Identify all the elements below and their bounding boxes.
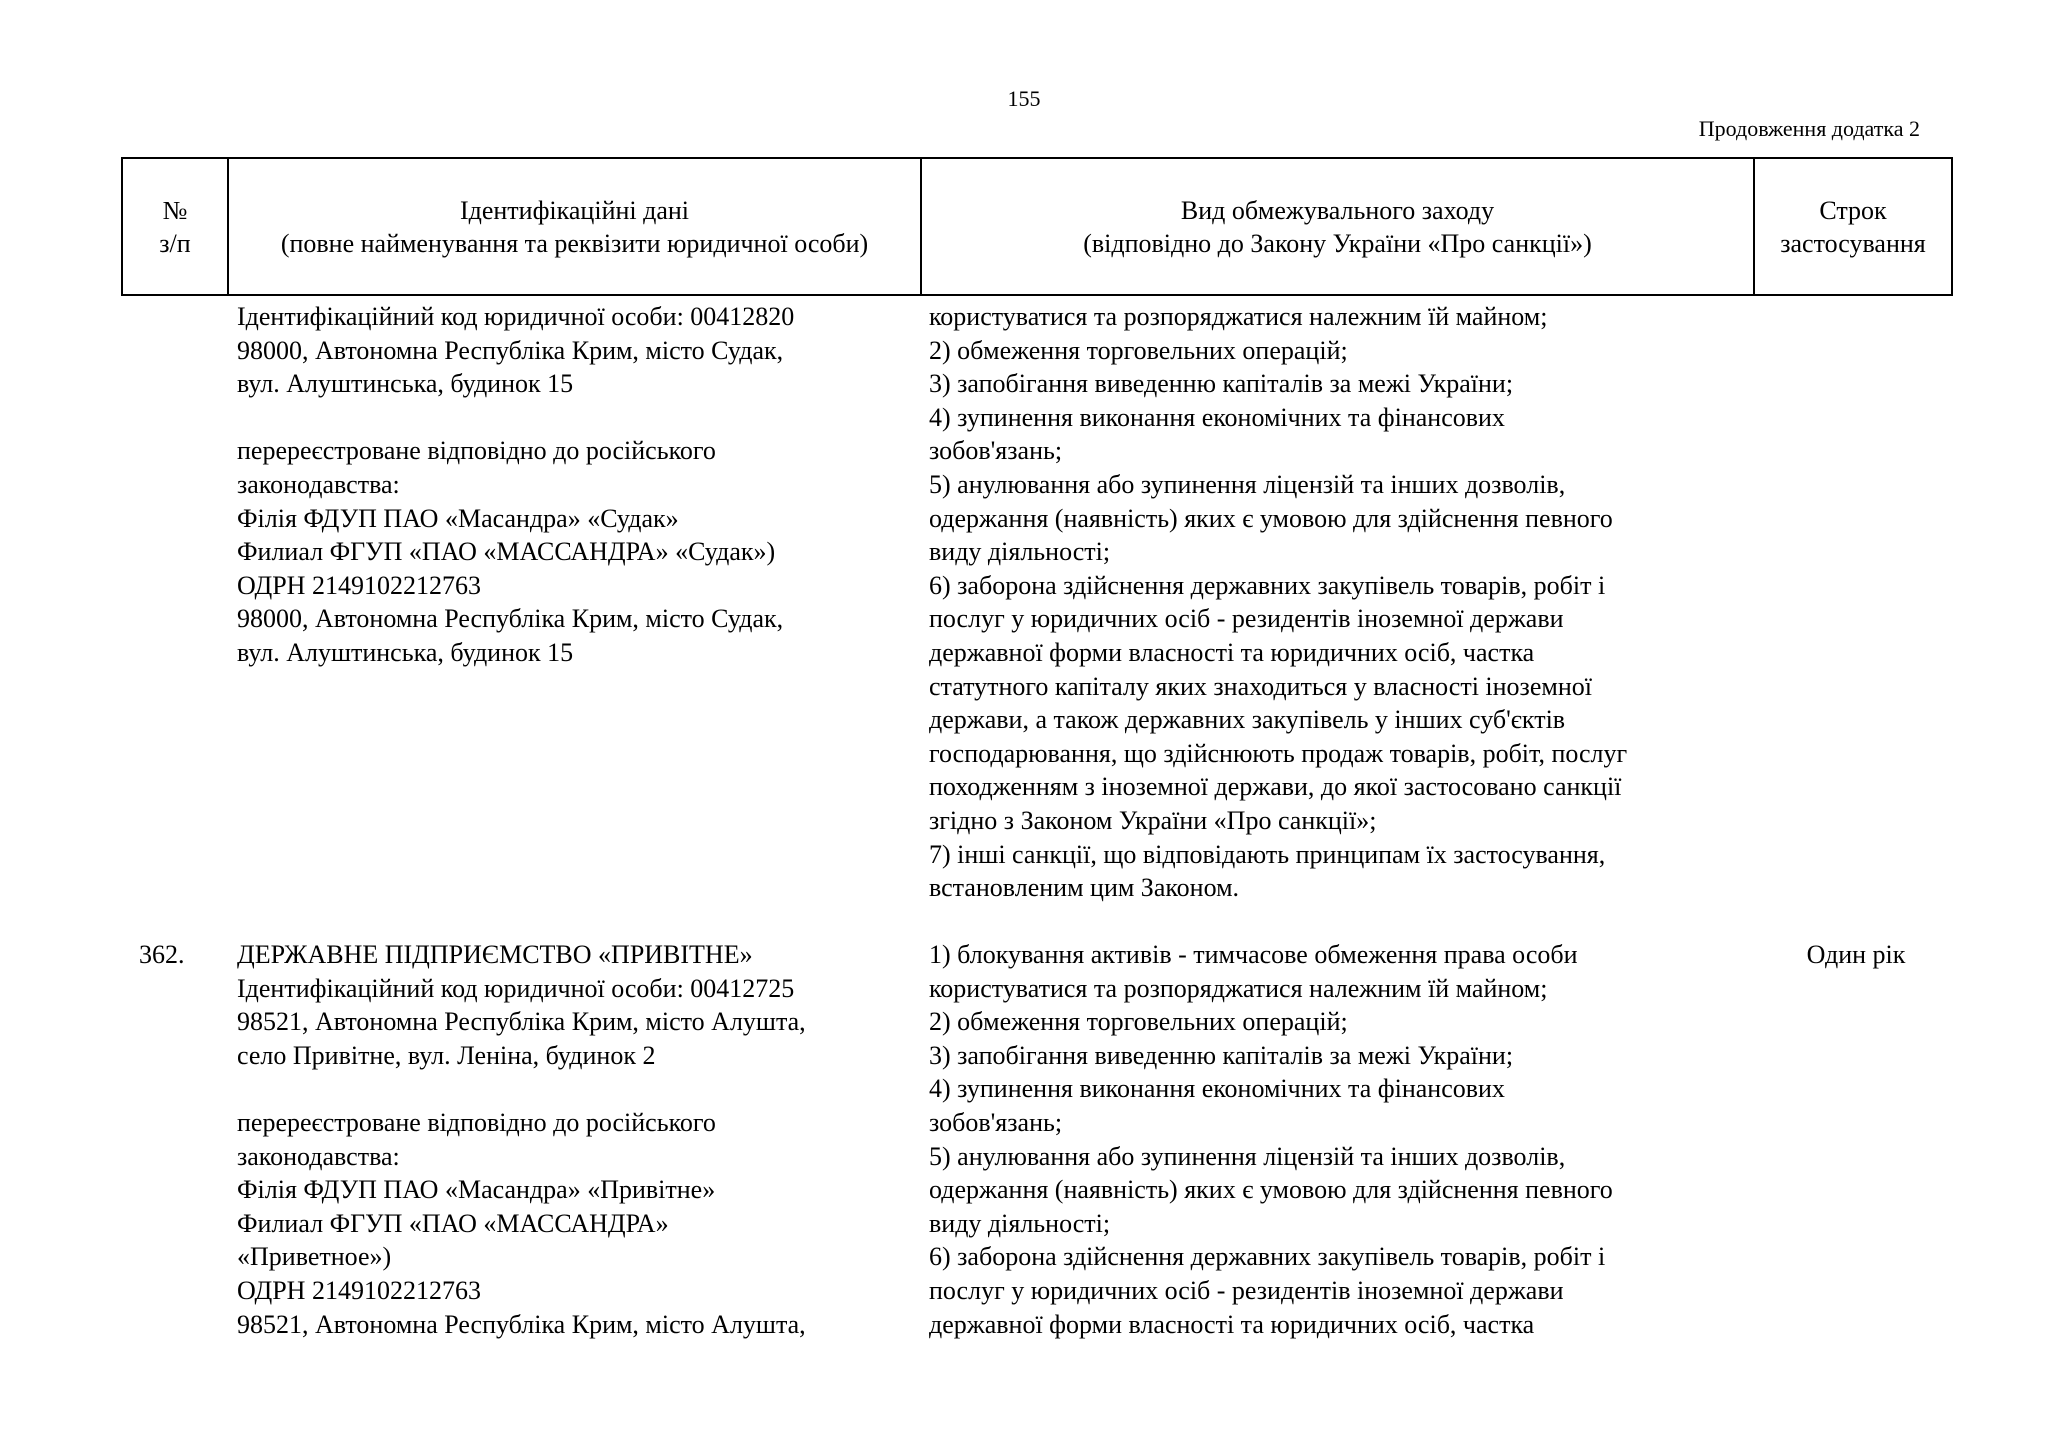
identification-line: ОДРН 2149102212763 xyxy=(237,570,481,600)
header-cell-number xyxy=(123,159,227,294)
header-cell-identification xyxy=(227,159,920,294)
identification-line: ДЕРЖАВНЕ ПІДПРИЄМСТВО «ПРИВІТНЕ» xyxy=(237,940,753,969)
measure-line: господарювання, що здійснюють продаж товарів, робіт, послуг xyxy=(929,738,1628,768)
measure-line: користуватися та розпоряджатися належним їй майном; xyxy=(929,973,1548,1003)
header-number-abbrev: з/п xyxy=(159,228,191,258)
identification-line: законодавства: xyxy=(237,1141,400,1171)
header-identification-subtitle: (повне найменування та реквізити юридичної особи) xyxy=(280,228,869,258)
measure-line: зобов'язань; xyxy=(929,436,1063,466)
measure-line: 1) блокування активів - тимчасове обмеження права особи xyxy=(929,940,1578,969)
identification-line: Філія ФДУП ПАО «Масандра» «Привітне» xyxy=(237,1175,716,1205)
measure-line: 3) запобігання виведенню капіталів за межі України; xyxy=(929,369,1514,399)
measure-line: 5) анулювання або зупинення ліцензій та інших дозволів, xyxy=(929,469,1566,499)
identification-line: «Приветное») xyxy=(237,1242,392,1272)
measure-line: одержання (наявність) яких є умовою для здійснення певного xyxy=(929,503,1613,533)
table-header xyxy=(121,157,1953,296)
page-number: 155 xyxy=(1007,86,1041,111)
measure-line: встановленим цим Законом. xyxy=(929,873,1240,903)
measure-line: зобов'язань; xyxy=(929,1107,1063,1137)
measure-line: державної форми власності та юридичних осіб, частка xyxy=(929,1309,1535,1339)
measure-line: виду діяльності; xyxy=(929,1208,1111,1238)
identification-line: Ідентифікаційний код юридичної особи: 00412820 xyxy=(237,302,795,331)
identification-line: перереєстроване відповідно до російського xyxy=(237,436,716,466)
measure-line: користуватися та розпоряджатися належним їй майном; xyxy=(929,302,1548,331)
measure-line: 6) заборона здійснення державних закупівель товарів, робіт і xyxy=(929,1242,1606,1272)
identification-line: Ідентифікаційний код юридичної особи: 00412725 xyxy=(237,973,795,1003)
measure-line: 7) інші санкції, що відповідають принципам їх застосування, xyxy=(929,839,1606,869)
identification-line: законодавства: xyxy=(237,469,400,499)
identification-line: Філія ФДУП ПАО «Масандра» «Судак» xyxy=(237,503,679,533)
measure-line: 4) зупинення виконання економічних та фінансових xyxy=(929,402,1505,432)
measure-line: 6) заборона здійснення державних закупівель товарів, робіт і xyxy=(929,570,1606,600)
identification-line: перереєстроване відповідно до російського xyxy=(237,1107,716,1137)
identification-line: село Привітне, вул. Леніна, будинок 2 xyxy=(237,1040,656,1070)
identification-line: вул. Алуштинська, будинок 15 xyxy=(237,369,574,399)
measure-line: 4) зупинення виконання економічних та фінансових xyxy=(929,1074,1505,1104)
measure-line: державної форми власності та юридичних осіб, частка xyxy=(929,637,1535,667)
measure-line: 3) запобігання виведенню капіталів за межі України; xyxy=(929,1040,1514,1070)
measure-line: держави, а також державних закупівель у інших суб'єктів xyxy=(929,705,1566,735)
header-measure-title: Вид обмежувального заходу xyxy=(1180,195,1495,225)
measure-line: виду діяльності; xyxy=(929,537,1111,567)
measure-line: 5) анулювання або зупинення ліцензій та інших дозволів, xyxy=(929,1141,1566,1171)
measure-cell xyxy=(929,300,1749,905)
measure-line: згідно з Законом України «Про санкції»; xyxy=(929,805,1377,835)
header-identification-title: Ідентифікаційні дані xyxy=(459,195,690,225)
identification-cell xyxy=(237,300,917,670)
measure-cell xyxy=(929,938,1749,1341)
identification-line xyxy=(237,1072,917,1106)
row-number: 362. xyxy=(139,940,185,969)
identification-line: Филиал ФГУП «ПАО «МАССАНДРА» xyxy=(237,1208,669,1238)
measure-line: 2) обмеження торговельних операцій; xyxy=(929,335,1348,365)
header-cell-term xyxy=(1753,159,1951,294)
identification-line: 98521, Автономна Республіка Крим, місто Алушта, xyxy=(237,1309,806,1339)
identification-line: 98000, Автономна Республіка Крим, місто Судак, xyxy=(237,604,784,634)
identification-line: Филиал ФГУП «ПАО «МАССАНДРА» «Судак») xyxy=(237,537,776,567)
measure-line: одержання (наявність) яких є умовою для здійснення певного xyxy=(929,1175,1613,1205)
measure-line: походженням з іноземної держави, до якої застосовано санкції xyxy=(929,772,1622,802)
identification-line: ОДРН 2149102212763 xyxy=(237,1275,481,1305)
term-cell: Один рік xyxy=(1806,940,1906,969)
continuation-label: Продовження додатка 2 xyxy=(1698,116,1920,141)
measure-line: послуг у юридичних осіб - резидентів іноземної держави xyxy=(929,604,1564,634)
identification-cell xyxy=(237,938,917,1341)
header-number-sign: № xyxy=(162,195,188,225)
identification-line xyxy=(237,401,917,435)
header-term-subtitle: застосування xyxy=(1780,228,1926,258)
identification-line: вул. Алуштинська, будинок 15 xyxy=(237,637,574,667)
header-cell-measure xyxy=(920,159,1753,294)
header-term-title: Строк xyxy=(1819,195,1887,225)
identification-line: 98521, Автономна Республіка Крим, місто Алушта, xyxy=(237,1007,806,1037)
identification-line: 98000, Автономна Республіка Крим, місто Судак, xyxy=(237,335,784,365)
measure-line: 2) обмеження торговельних операцій; xyxy=(929,1007,1348,1037)
measure-line: статутного капіталу яких знаходиться у власності іноземної xyxy=(929,671,1592,701)
measure-line: послуг у юридичних осіб - резидентів іноземної держави xyxy=(929,1275,1564,1305)
header-measure-subtitle: (відповідно до Закону України «Про санкції») xyxy=(1083,228,1592,258)
